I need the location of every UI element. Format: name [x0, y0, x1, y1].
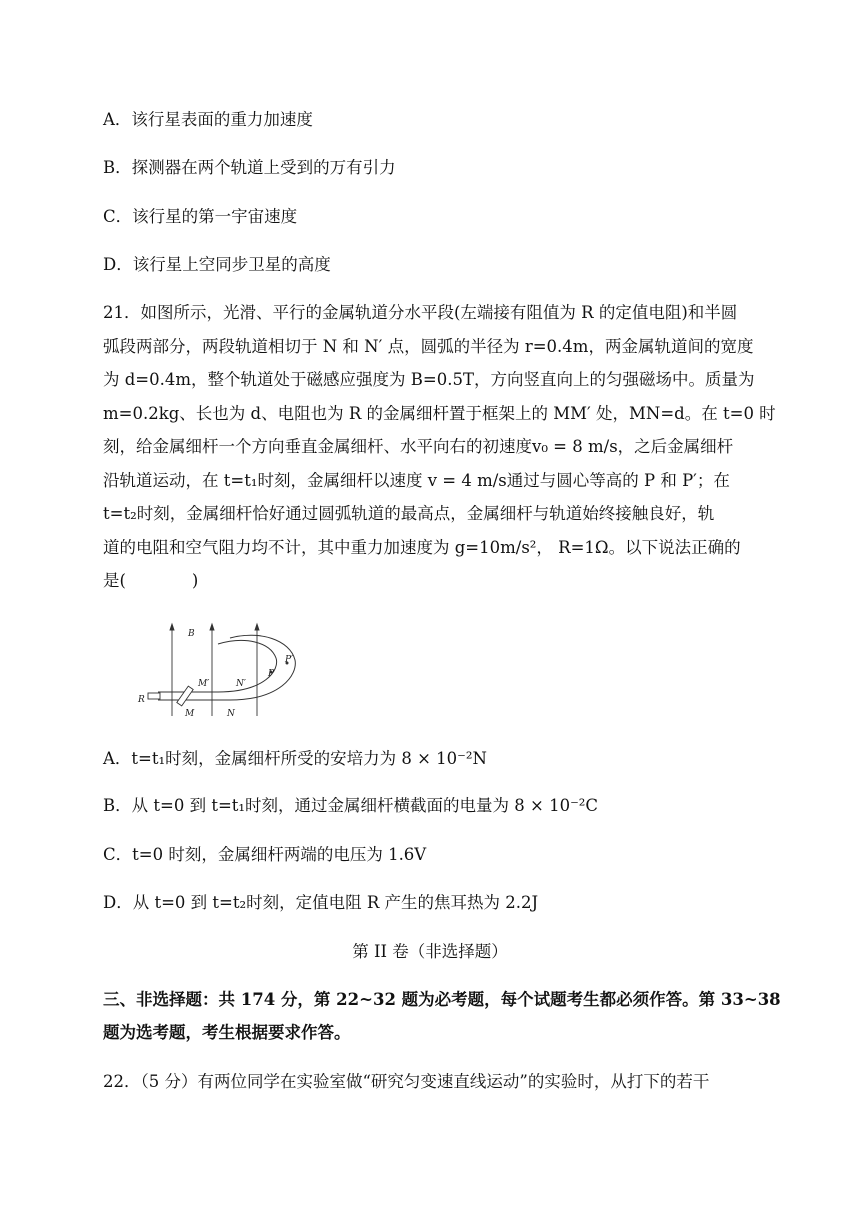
- q21-option-b: B．从 t=0 到 t=t₁时刻，通过金属细杆横截面的电量为 8 × 10⁻²C: [103, 796, 599, 815]
- q21-option-d: D．从 t=0 到 t=t₂时刻，定值电阻 R 产生的焦耳热为 2.2J: [103, 893, 539, 912]
- section-2-intro-line-2: 题为选考题，考生根据要求作答。: [103, 1023, 351, 1042]
- q21-line-1: 21．如图所示，光滑、平行的金属轨道分水平段(左端接有阻值为 R 的定值电阻)和半圆: [103, 303, 738, 322]
- label-n: N: [227, 709, 235, 719]
- q21-option-c: C．t=0 时刻，金属细杆两端的电压为 1.6V: [103, 845, 427, 864]
- q21-option-a: A．t=t₁时刻，金属细杆所受的安培力为 8 × 10⁻²N: [103, 749, 487, 768]
- q21-line-4: m=0.2kg、长也为 d、电阻也为 R 的金属细杆置于框架上的 MM′ 处，MN=d。在 t=0 时: [103, 404, 776, 423]
- section-2-intro-line-1: 三、非选择题：共 174 分，第 22~32 题为必考题，每个试题考生都必须作答。第 33~38: [103, 990, 781, 1009]
- q21-line-7: t=t₂时刻，金属细杆恰好通过圆弧轨道的最高点，金属细杆与轨道始终接触良好，轨: [103, 504, 715, 523]
- q21-line-8: 道的电阻和空气阻力均不计，其中重力加速度为 g=10m/s²， R=1Ω。以下说法正确的: [103, 538, 741, 557]
- q21-line-9: 是( ): [103, 571, 199, 590]
- metal-rails: [158, 635, 295, 700]
- q20-option-a: A．该行星表面的重力加速度: [103, 110, 313, 129]
- q20-option-c: C．该行星的第一宇宙速度: [103, 207, 298, 226]
- label-m-prime: M′: [198, 679, 210, 689]
- section-2-title: 第 II 卷（非选择题）: [352, 942, 508, 961]
- q21-line-6: 沿轨道运动，在 t=t₁时刻，金属细杆以速度 v = 4 m/s通过与圆心等高的 P 和 P′；在: [103, 471, 730, 490]
- label-p: P: [268, 669, 275, 679]
- q20-option-b: B．探测器在两个轨道上受到的万有引力: [103, 158, 396, 177]
- q21-line-2: 弧段两部分，两段轨道相切于 N 和 N′ 点，圆弧的半径为 r=0.4m，两金属轨道间的宽度: [103, 337, 754, 356]
- label-n-prime: N′: [236, 679, 246, 689]
- q21-line-3: 为 d=0.4m，整个轨道处于磁感应强度为 B=0.5T，方向竖直向上的匀强磁场中。质量为: [103, 370, 755, 389]
- q22-line-1: 22．（5 分）有两位同学在实验室做“研究匀变速直线运动”的实验时，从打下的若干: [103, 1072, 710, 1091]
- label-r: R: [138, 695, 145, 705]
- q21-line-5: 刻，给金属细杆一个方向垂直金属细杆、水平向右的初速度v₀ = 8 m/s，之后金属细杆: [103, 437, 734, 456]
- q21-figure: [130, 620, 320, 725]
- q20-option-d: D．该行星上空同步卫星的高度: [103, 255, 331, 274]
- label-p-prime: P′: [285, 655, 294, 665]
- label-b: B: [188, 629, 195, 639]
- metal-rod: [177, 686, 193, 706]
- label-m: M: [185, 709, 195, 719]
- resistor-symbol: [148, 693, 160, 699]
